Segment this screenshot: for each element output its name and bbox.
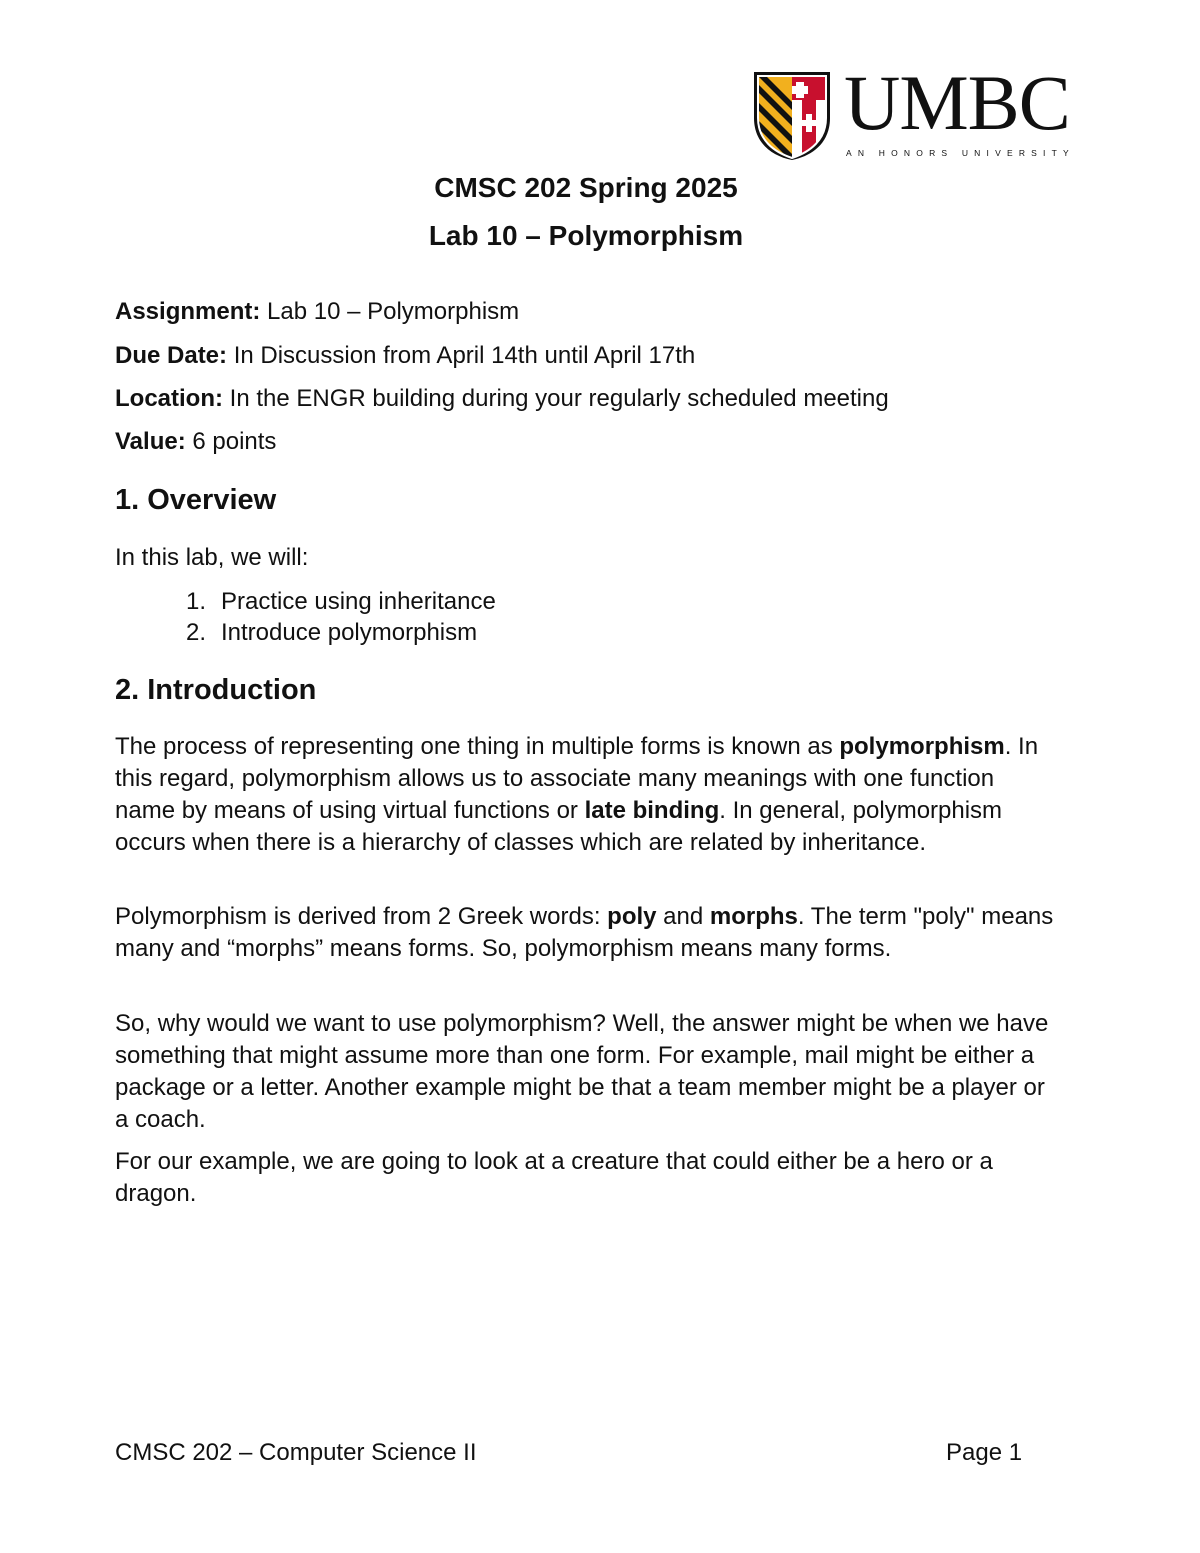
p2-text: Polymorphism is derived from 2 Greek words: [115, 903, 608, 930]
footer-course: CMSC 202 – Computer Science II [115, 1439, 477, 1466]
location-label: Location: [115, 385, 223, 412]
p1-text: The process of representing one thing in multiple forms is known as [115, 733, 840, 760]
p2-bold-poly: poly [607, 903, 657, 930]
logo-wordmark: UMBC [844, 59, 1070, 146]
p2-text: . The term "poly" means many and “morphs” means forms. So, polymorphism means many forms. [115, 903, 1054, 962]
list-item-number: 1. [186, 588, 207, 615]
due-date-label: Due Date: [115, 342, 228, 369]
logo-tagline: AN HONORS UNIVERSITY [846, 148, 1075, 158]
value-label: Value: [115, 428, 186, 455]
lab-title: Lab 10 – Polymorphism [428, 220, 744, 251]
assignment-label: Assignment: [115, 298, 261, 325]
course-title: CMSC 202 Spring 2025 [434, 172, 738, 203]
overview-intro: In this lab, we will: [115, 544, 309, 571]
assignment-value: Lab 10 – Polymorphism [260, 298, 520, 325]
location-value: In the ENGR building during your regularly scheduled meeting [223, 385, 889, 412]
maryland-shield-icon [752, 70, 832, 160]
list-item-text: Practice using inheritance [221, 588, 496, 615]
intro-paragraph-1 [115, 731, 1055, 859]
list-item [186, 618, 477, 648]
list-item [186, 587, 496, 617]
value-line [115, 427, 276, 457]
due-date-value: In Discussion from April 14th until April 17th [227, 342, 696, 369]
p1-text: . In general, polymorphism occurs when there is a hierarchy of classes which are related by inheritance. [115, 797, 1003, 856]
footer-page-number: Page 1 [946, 1439, 1023, 1466]
value-value: 6 points [185, 428, 277, 455]
p2-text: and [656, 903, 710, 930]
intro-paragraph-3: So, why would we want to use polymorphism? Well, the answer might be when we have something that might assume more than one form. For example, mail might be either a package or a letter. Another example might be that a team member might be a player or a coach. [115, 1010, 1049, 1133]
p1-bold-polymorphism: polymorphism [839, 733, 1005, 760]
list-item-number: 2. [186, 619, 207, 646]
p1-bold-late-binding: late binding [584, 797, 720, 824]
location-line [115, 384, 889, 414]
intro-paragraph-2 [115, 901, 1055, 965]
list-item-text: Introduce polymorphism [221, 619, 478, 646]
p2-bold-morphs: morphs [709, 903, 798, 930]
intro-paragraph-4: For our example, we are going to look at a creature that could either be a hero or a dragon. [115, 1148, 993, 1207]
introduction-heading: 2. Introduction [115, 674, 317, 706]
p1-text: . In this regard, polymorphism allows us to associate many meanings with one function name by means of using virtual functions or [115, 733, 1039, 824]
umbc-logo [752, 59, 1075, 162]
assignment-line [115, 297, 519, 327]
due-date-line [115, 341, 695, 371]
overview-heading: 1. Overview [115, 484, 277, 516]
